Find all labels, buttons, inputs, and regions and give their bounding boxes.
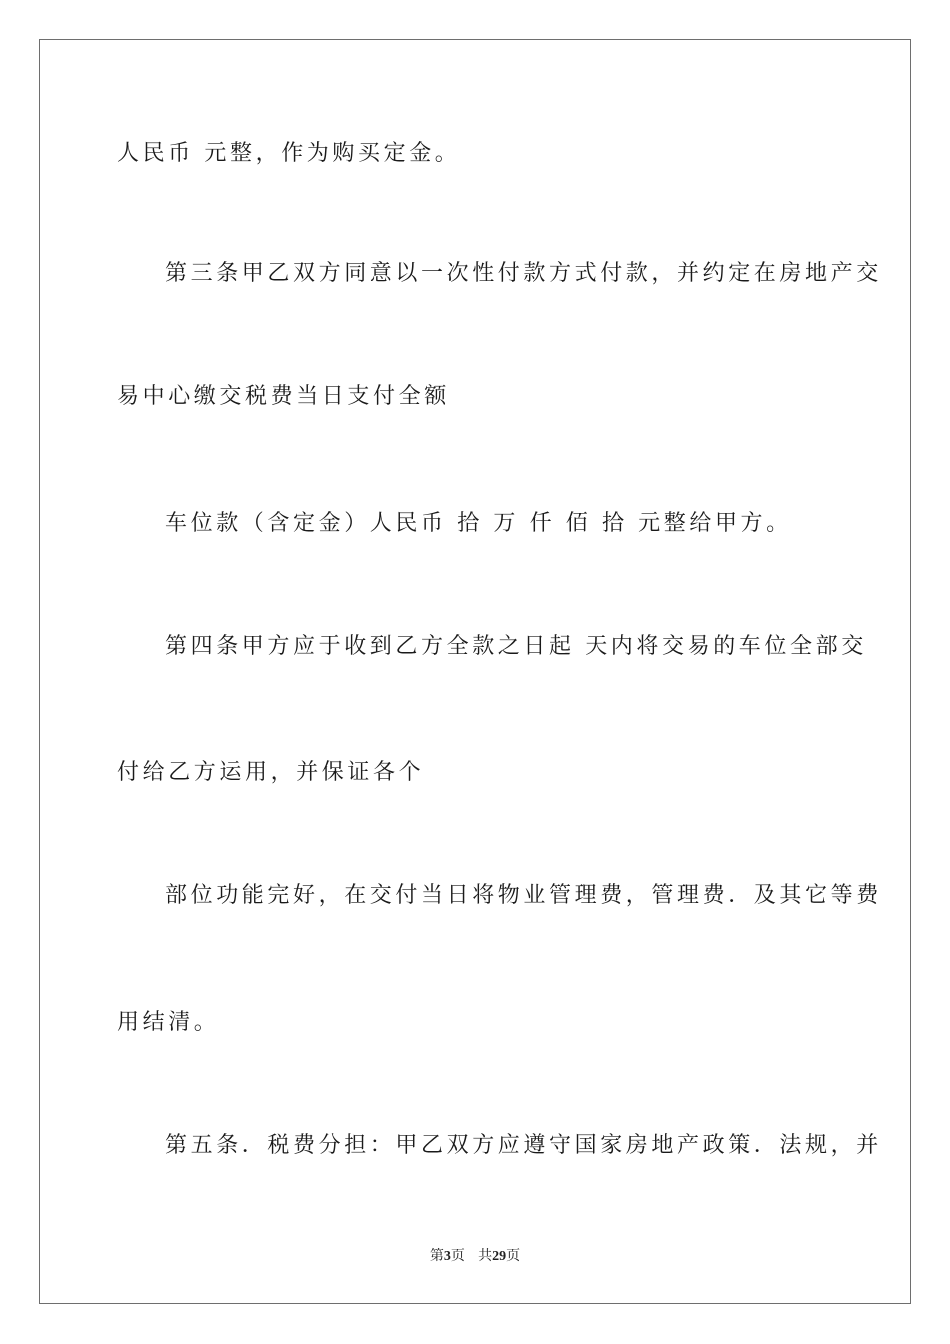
footer-total-suffix: 页 bbox=[506, 1248, 521, 1264]
footer-page-number: 3 bbox=[443, 1249, 451, 1264]
page-footer bbox=[0, 1246, 950, 1267]
text-line-8: 用结清。 bbox=[117, 1010, 220, 1035]
text-line-3: 易中心缴交税费当日支付全额 bbox=[117, 384, 450, 409]
text-line-6: 付给乙方运用，并保证各个 bbox=[117, 760, 425, 785]
text-line-4: 车位款（含定金）人民币 拾 万 仟 佰 拾 元整给甲方。 bbox=[165, 511, 792, 536]
footer-page-prefix: 第 bbox=[429, 1248, 444, 1264]
page-border bbox=[39, 39, 911, 1304]
footer-page-suffix: 页 bbox=[450, 1248, 465, 1264]
footer-total-prefix: 共 bbox=[478, 1248, 493, 1264]
text-line-1: 人民币 元整，作为购买定金。 bbox=[117, 141, 461, 166]
footer-total-pages: 29 bbox=[492, 1249, 507, 1264]
text-line-7: 部位功能完好，在交付当日将物业管理费，管理费．及其它等费 bbox=[165, 883, 882, 908]
text-line-9: 第五条．税费分担：甲乙双方应遵守国家房地产政策．法规，并 bbox=[165, 1133, 882, 1158]
text-line-5: 第四条甲方应于收到乙方全款之日起 天内将交易的车位全部交 bbox=[165, 634, 867, 659]
text-line-2: 第三条甲乙双方同意以一次性付款方式付款，并约定在房地产交 bbox=[165, 261, 882, 286]
